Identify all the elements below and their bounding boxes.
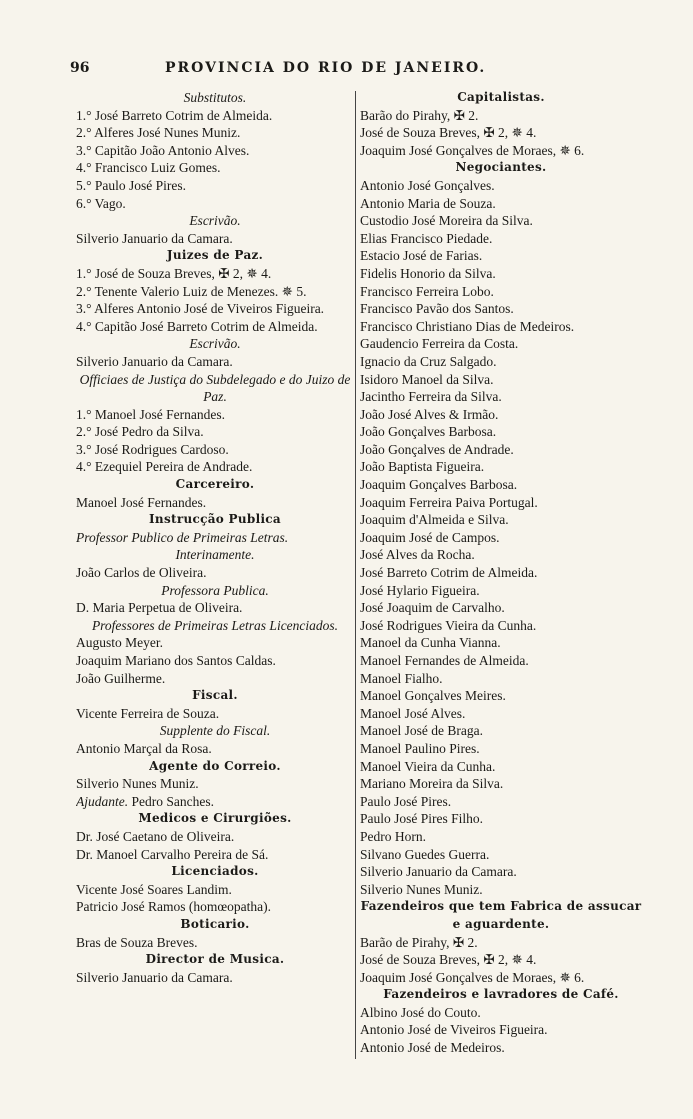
list-item: Silverio Januario da Camara.	[360, 864, 517, 880]
section-heading-fazendeiros-fabrica: Fazendeiros que tem Fabrica de assucar e aguardente.	[360, 899, 642, 931]
list-item: Antonio Maria de Souza.	[360, 195, 496, 211]
list-item: 1.° Manoel José Fernandes.	[76, 406, 225, 422]
section-heading-escrivao: Escrivão.	[189, 213, 241, 229]
list-item: Barão do Pirahy, ✠ 2.	[360, 107, 479, 123]
list-item: 3.° Capitão João Antonio Alves.	[76, 142, 250, 158]
list-item: José Rodrigues Vieira da Cunha.	[360, 617, 537, 633]
list-item: 4.° Francisco Luiz Gomes.	[76, 160, 221, 176]
list-item: Vicente Ferreira de Souza.	[76, 705, 220, 721]
list-item: Joaquim José Gonçalves de Moraes, ✵ 6.	[360, 142, 585, 158]
list-item: Francisco Pavão dos Santos.	[360, 301, 514, 317]
list-item: Manoel Paulino Pires.	[360, 740, 480, 756]
list-item: Antonio José Gonçalves.	[360, 177, 495, 193]
list-item: Francisco Christiano Dias de Medeiros.	[360, 318, 575, 334]
section-heading-licenciados: Licenciados.	[171, 864, 259, 879]
list-item: Manoel José Alves.	[360, 705, 466, 721]
list-item: Manoel Gonçalves Meires.	[360, 688, 506, 704]
section-heading-instruccao: Instrucção Publica	[149, 512, 281, 527]
page-header	[70, 60, 540, 82]
section-heading-correio: Agente do Correio.	[149, 758, 281, 773]
list-item: Manoel Vieira da Cunha.	[360, 758, 496, 774]
list-item: Manoel José Fernandes.	[76, 494, 207, 510]
list-item: D. Maria Perpetua de Oliveira.	[76, 600, 243, 616]
page-number: 96	[70, 60, 90, 76]
list-item: 1.° José de Souza Breves, ✠ 2, ✵ 4.	[76, 265, 272, 281]
section-heading-boticario: Boticario.	[180, 916, 250, 931]
list-item: João Guilherme.	[76, 670, 166, 686]
list-item: Isidoro Manoel da Silva.	[360, 371, 494, 387]
section-heading-negociantes: Negociantes.	[455, 160, 547, 175]
section-heading-musica: Director de Musica.	[145, 952, 285, 967]
running-title: PROVINCIA DO RIO DE JANEIRO.	[165, 60, 487, 76]
list-item: Paulo José Pires Filho.	[360, 811, 484, 827]
list-item: Jacintho Ferreira da Silva.	[360, 389, 502, 405]
section-heading-capitalistas: Capitalistas.	[457, 90, 545, 104]
list-item: Silverio Januario da Camara.	[76, 230, 233, 246]
list-item: 2.° Tenente Valerio Luiz de Menezes. ✵ 5.	[76, 283, 307, 299]
list-item: Custodio José Moreira da Silva.	[360, 213, 533, 229]
list-item: João Carlos de Oliveira.	[76, 565, 207, 581]
list-item: João Gonçalves de Andrade.	[360, 441, 514, 457]
list-item: Bras de Souza Breves.	[76, 934, 198, 950]
list-item: João José Alves & Irmão.	[360, 406, 499, 422]
list-item: José de Souza Breves, ✠ 2, ✵ 4.	[360, 952, 537, 968]
column-divider	[355, 91, 356, 1059]
list-item: Silverio Nunes Muniz.	[360, 881, 483, 897]
list-item: 3.° José Rodrigues Cardoso.	[76, 441, 229, 457]
subheading: Supplente do Fiscal.	[159, 723, 271, 739]
list-item: João Gonçalves Barbosa.	[360, 424, 497, 440]
right-column	[360, 89, 642, 1057]
list-item: 2.° José Pedro da Silva.	[76, 424, 204, 440]
list-item: Albino José do Couto.	[360, 1004, 481, 1020]
section-heading-fiscal: Fiscal.	[192, 688, 238, 703]
list-item: Antonio José de Viveiros Figueira.	[360, 1022, 548, 1038]
subheading: Professor Publico de Primeiras Letras.	[76, 529, 289, 545]
list-item: José Alves da Rocha.	[360, 547, 475, 563]
list-item: Augusto Meyer.	[76, 635, 163, 651]
list-item: Fidelis Honorio da Silva.	[360, 265, 496, 281]
list-item: José Hylario Figueira.	[360, 582, 480, 598]
list-item: José Barreto Cotrim de Almeida.	[360, 565, 538, 581]
ajudante-label: Ajudante.	[76, 793, 129, 809]
list-item: Manoel da Cunha Vianna.	[360, 635, 501, 651]
list-item: 4.° Capitão José Barreto Cotrim de Almeida.	[76, 318, 318, 334]
section-heading-carcereiro: Carcereiro.	[175, 477, 255, 492]
list-item: Ignacio da Cruz Salgado.	[360, 353, 497, 369]
list-item: Silverio Januario da Camara.	[76, 969, 233, 985]
list-item: 6.° Vago.	[76, 195, 126, 211]
list-item: Silverio Nunes Muniz.	[76, 776, 199, 792]
list-item: Antonio Marçal da Rosa.	[76, 740, 212, 756]
list-item: Paulo José Pires.	[360, 793, 452, 809]
list-item: Elias Francisco Piedade.	[360, 230, 493, 246]
list-item: Manoel Fialho.	[360, 670, 443, 686]
list-item: 1.° José Barreto Cotrim de Almeida.	[76, 107, 273, 123]
list-item: Joaquim Ferreira Paiva Portugal.	[360, 494, 538, 510]
list-item: 4.° Ezequiel Pereira de Andrade.	[76, 459, 253, 475]
list-item: 2.° Alferes José Nunes Muniz.	[76, 125, 241, 141]
list-item: Joaquim Gonçalves Barbosa.	[360, 477, 518, 493]
list-item: Joaquim José de Campos.	[360, 529, 500, 545]
list-item: Antonio José de Medeiros.	[360, 1040, 505, 1056]
list-item: 3.° Alferes Antonio José de Viveiros Figueira.	[76, 301, 325, 317]
list-item: Gaudencio Ferreira da Costa.	[360, 336, 519, 352]
left-column	[76, 89, 354, 986]
list-item: Vicente José Soares Landim.	[76, 881, 232, 897]
subheading: Professores de Primeiras Letras Licenciados.	[91, 617, 339, 633]
section-heading-medicos: Medicos e Cirurgiões.	[138, 811, 292, 826]
list-item: Pedro Horn.	[360, 828, 426, 844]
list-item: Barão de Pirahy, ✠ 2.	[360, 934, 478, 950]
section-heading-escrivao: Escrivão.	[189, 336, 241, 352]
subheading: Interinamente.	[175, 547, 255, 563]
list-item: Joaquim d'Almeida e Silva.	[360, 512, 509, 528]
ajudante-name: Pedro Sanches.	[131, 793, 214, 809]
section-heading-fazendeiros-cafe: Fazendeiros e lavradores de Café.	[383, 987, 619, 1002]
list-item: Patricio José Ramos (homœopatha).	[76, 899, 271, 915]
list-item: 5.° Paulo José Pires.	[76, 177, 187, 193]
negociantes-list	[360, 177, 642, 898]
list-item: Silverio Januario da Camara.	[76, 353, 233, 369]
list-item: José Joaquim de Carvalho.	[360, 600, 505, 616]
list-item: Joaquim José Gonçalves de Moraes, ✵ 6.	[360, 969, 585, 985]
section-heading-substitutos: Substitutos.	[183, 90, 247, 105]
list-item: Estacio José de Farias.	[360, 248, 483, 264]
list-item: João Baptista Figueira.	[360, 459, 485, 475]
list-item: Joaquim Mariano dos Santos Caldas.	[76, 653, 276, 668]
list-item: Silvano Guedes Guerra.	[360, 846, 490, 862]
list-item: Manoel José de Braga.	[360, 723, 483, 739]
list-item: Dr. José Caetano de Oliveira.	[76, 828, 235, 844]
section-heading-officiaes: Officiaes de Justiça do Subdelegado e do Juizo de Paz.	[79, 371, 351, 405]
list-item: Dr. Manoel Carvalho Pereira de Sá.	[76, 846, 269, 862]
list-item: José de Souza Breves, ✠ 2, ✵ 4.	[360, 125, 537, 141]
list-item: Mariano Moreira da Silva.	[360, 776, 504, 792]
list-item: Manoel Fernandes de Almeida.	[360, 653, 529, 668]
list-item: Francisco Ferreira Lobo.	[360, 283, 494, 299]
subheading: Professora Publica.	[161, 582, 269, 598]
list-item	[76, 793, 354, 811]
section-heading-juizes-de-paz: Juizes de Paz.	[166, 248, 264, 263]
